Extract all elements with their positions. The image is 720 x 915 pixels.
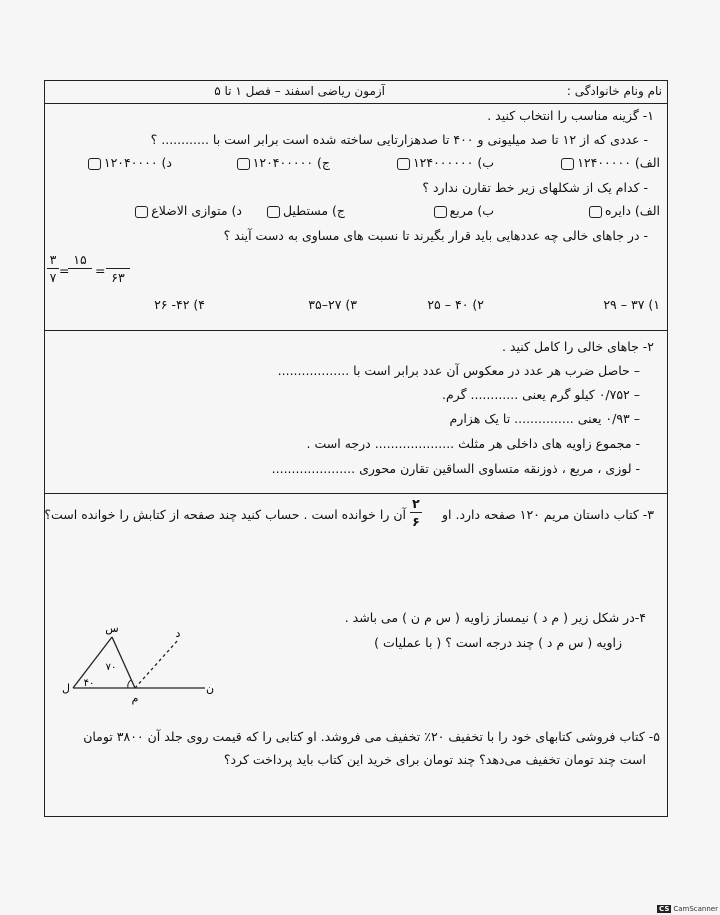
fraction-bar [106,268,130,269]
q3-fraction-numerator: ۲ [412,496,420,511]
q1c-fraction-3-blank[interactable] [106,252,130,267]
q3-fraction [410,496,422,529]
q1b-option-alef[interactable] [586,203,660,218]
q4-line-1: ۴-در شکل زیر ( م د ) نیمساز زاویه ( س م ن ) می باشد . [344,610,646,625]
q1c-fraction-3-denominator: ۶۳ [111,270,125,285]
q1c-fraction-1-numerator: ۳ [49,252,57,267]
scanner-badge: CS [659,905,670,913]
label-n: ن [206,682,215,695]
label-l: ل [62,682,70,695]
fraction-bar [47,268,59,269]
q2-title: ۲- جاهای خالی را کامل کنید . [501,339,654,354]
q3-fraction-denominator: ۶ [412,514,420,529]
q1a-option-alef-label: الف) ۱۲۴۰۰۰۰۰ [577,155,660,170]
q1a-text: - عددی که از ۱۲ تا صد میلیونی و ۴۰۰ تا صدهزارتایی ساخته شده است برابر است با ............ ؟ [150,132,648,147]
q1a-option-be[interactable] [394,155,494,170]
student-name-label: نام ونام خانوادگی : [566,84,662,98]
q2-item-5: - لوزی ، مربع ، ذوزنقه متساوی الساقین تقارن محوری ..................... [271,461,640,476]
q1c-fraction-2 [68,252,92,285]
q1b-option-jim[interactable] [264,203,345,218]
q1b-option-be-label: ب) مربع [449,203,494,218]
q1-title: ۱- گزینه مناسب را انتخاب کنید . [487,108,654,123]
q1a-option-jim-label: ج) ۱۲۰۴۰۰۰۰۰ [252,155,330,170]
q1b-option-dal-label: د) متوازی الاضلاع [151,203,242,218]
q1c-fraction-1 [47,252,59,285]
divider-q2 [44,493,668,494]
q1c-equals-1: = [59,263,70,278]
checkbox-icon[interactable] [237,158,250,170]
checkbox-icon[interactable] [88,158,101,170]
label-angle-70: ۷۰ [105,662,117,673]
q2-item-2: – ۰/۷۵۲ کیلو گرم یعنی ............ گرم. [441,387,640,402]
label-m: م [131,692,139,705]
checkbox-icon[interactable] [397,158,410,170]
q1c-fraction-2-blank[interactable] [68,270,92,285]
checkbox-icon[interactable] [434,206,447,218]
exam-title: آزمون ریاضی اسفند – فصل ۱ تا ۵ [214,84,385,98]
q3-text-a: ۳- کتاب داستان مریم ۱۲۰ صفحه دارد. او [441,507,654,522]
q1b-option-alef-label: الف) دایره [604,203,660,218]
divider-q1 [44,330,668,331]
label-s: س [105,622,119,635]
q1c-text: - در جاهای خالی چه عددهایی باید قرار بگیرند تا نسبت های مساوی به دست آیند ؟ [223,228,648,243]
q4-geometry-figure [60,620,220,705]
q1a-option-dal-label: د) ۱۲۰۴۰۰۰۰ [103,155,172,170]
checkbox-icon[interactable] [561,158,574,170]
q1c-option-4[interactable]: ۴) ۴۲- ۲۶ [154,297,205,312]
q1c-fraction-1-denominator: ۷ [49,270,57,285]
q5-line-1: ۵- کتاب فروشی کتابهای خود را با تخفیف ۲۰٪ تخفیف می فروشد. او کتابی را که قیمت روی جلد آن ۳۸۰۰ تومان [83,729,660,744]
q1a-option-be-label: ب) ۱۲۴۰۰۰۰۰۰ [412,155,494,170]
q1b-option-dal[interactable] [132,203,242,218]
checkbox-icon[interactable] [267,206,280,218]
q1c-fraction-2-numerator: ۱۵ [73,252,87,267]
q1c-fraction-3 [106,252,130,285]
q1a-option-dal[interactable] [85,155,172,170]
label-d: د [175,627,181,640]
angle-arc [128,680,131,688]
q4-line-2: زاویه ( س م د ) چند درجه است ؟ ( با عملیات ) [374,635,622,650]
q1a-option-jim[interactable] [234,155,330,170]
q2-item-1: – حاصل ضرب هر عدد در معکوس آن عدد برابر است با .................. [277,363,640,378]
q5-line-2: است چند تومان تخفیف می‌دهد؟ چند تومان برای خرید این کتاب باید پرداخت کرد؟ [223,752,646,767]
q1c-option-2[interactable]: ۲) ۴۰ – ۲۵ [427,297,484,312]
fraction-bar [410,512,422,513]
label-angle-40: ۴۰ [83,678,95,689]
q1c-option-1[interactable]: ۱) ۳۷ – ۲۹ [603,297,660,312]
scanner-watermark [657,905,718,913]
q2-item-4: - مجموع زاویه های داخلی هر مثلث .................... درجه است . [306,436,640,451]
q2-item-3: – ۰/۹۳ یعنی ............... تا یک هزارم [449,411,640,426]
bisector-dashed [135,640,178,688]
q1b-option-be[interactable] [431,203,494,218]
scanner-text: CamScanner [673,905,718,913]
fraction-bar [68,268,92,269]
q1c-equals-2: = [95,263,106,278]
checkbox-icon[interactable] [135,206,148,218]
q3-text-b: آن را خوانده است . حساب کنید چند صفحه از کتابش را خوانده است؟ [44,507,406,522]
q1c-option-3[interactable]: ۳) ۲۷–۳۵ [308,297,357,312]
q1b-option-jim-label: ج) مستطیل [282,203,345,218]
q1a-option-alef[interactable] [558,155,660,170]
checkbox-icon[interactable] [589,206,602,218]
q1b-text: - کدام یک از شکلهای زیر خط تقارن ندارد ؟ [422,180,648,195]
divider-header [44,103,668,104]
